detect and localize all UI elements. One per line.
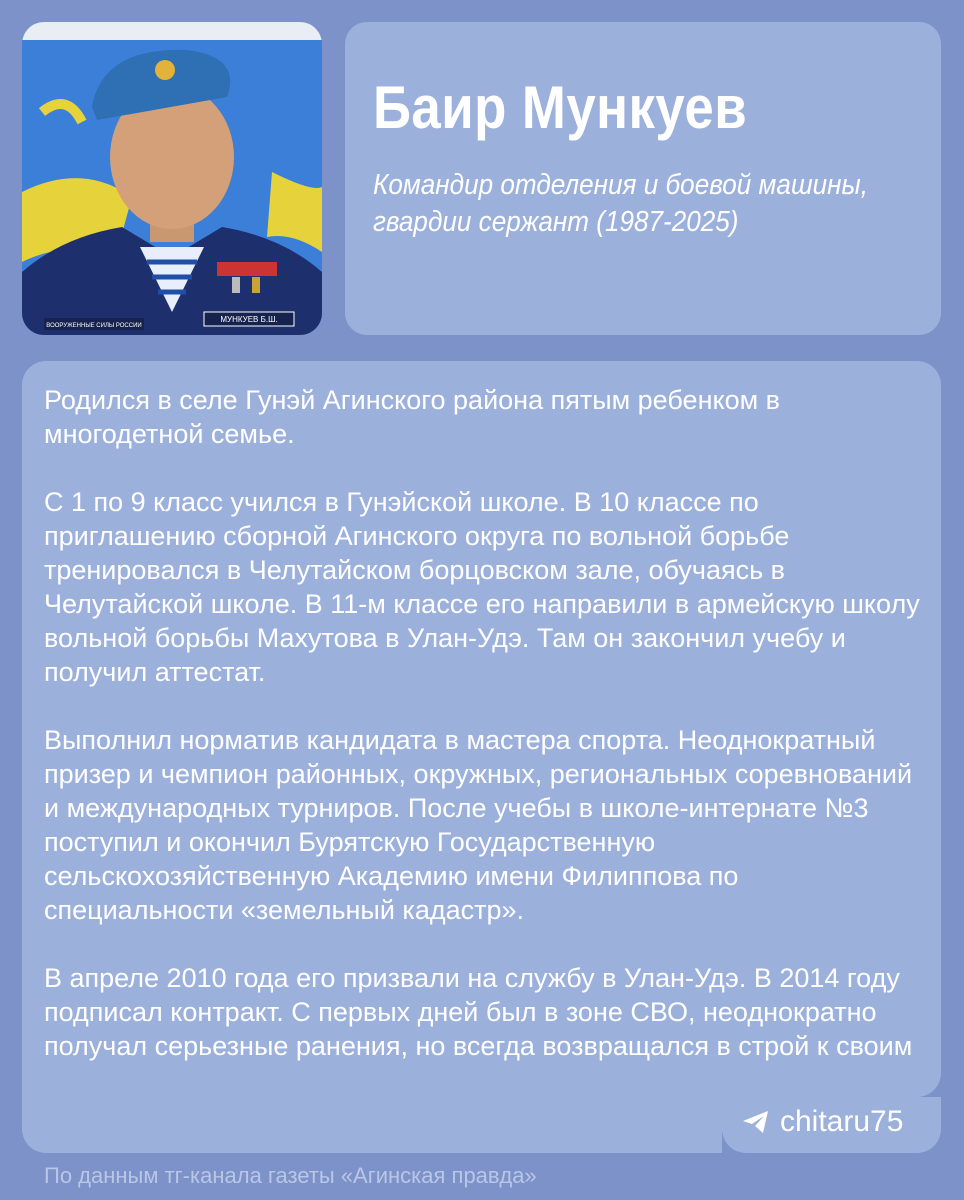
source-footer: По данным тг-канала газеты «Агинская правда» bbox=[44, 1163, 537, 1188]
channel-tag[interactable] bbox=[722, 1097, 941, 1153]
bio-paragraph: Родился в селе Гунэй Агинского района пятым ребенком в многодетной семье. bbox=[44, 385, 781, 449]
chest-left-label: ВООРУЖЕННЫЕ СИЛЫ РОССИИ bbox=[46, 323, 142, 329]
bio-paragraph: С 1 по 9 класс учился в Гунэйской школе. В 10 классе по приглашению сборной Агинского округа по вольной борьбе тренировался в Челутайском борцовском зале, обучаясь в Челутайской школе. В 11-м классе его направили в армейскую школу вольной борьбы Махутова в Улан-Удэ. Там он закончил учебу и получил аттестат. bbox=[44, 487, 920, 687]
card-bottom-strip bbox=[22, 1070, 722, 1153]
bio-paragraph: Выполнил норматив кандидата в мастера спорта. Неоднократный призер и чемпион районных, окружных, региональных соревнований и международных турниров. После учебы в школе-интернате №3 поступил и окончил Бурятскую Государственную сельскохозяйственную Академию имени Филиппова по специальности «земельный кадастр». bbox=[44, 725, 913, 925]
biography-text bbox=[44, 383, 934, 1097]
portrait-photo bbox=[22, 22, 322, 335]
bio-paragraph: В апреле 2010 года его призвали на службу в Улан-Удэ. В 2014 году подписал контракт. С первых дней был в зоне СВО, неоднократно получал серьезные ранения, но всегда возвращался в строй к своим bbox=[44, 963, 913, 1061]
name-tape-label: МУНКУЕВ Б.Ш. bbox=[220, 315, 278, 324]
name-card bbox=[345, 22, 941, 335]
biography-card bbox=[22, 361, 941, 1097]
person-name: Баир Мункуев bbox=[373, 74, 748, 141]
portrait-illustration bbox=[22, 22, 322, 335]
person-subtitle: Командир отделения и боевой машины, гвардии сержант (1987-2025) bbox=[373, 169, 868, 238]
channel-handle: chitaru75 bbox=[780, 1105, 904, 1138]
telegram-icon bbox=[742, 1110, 770, 1134]
